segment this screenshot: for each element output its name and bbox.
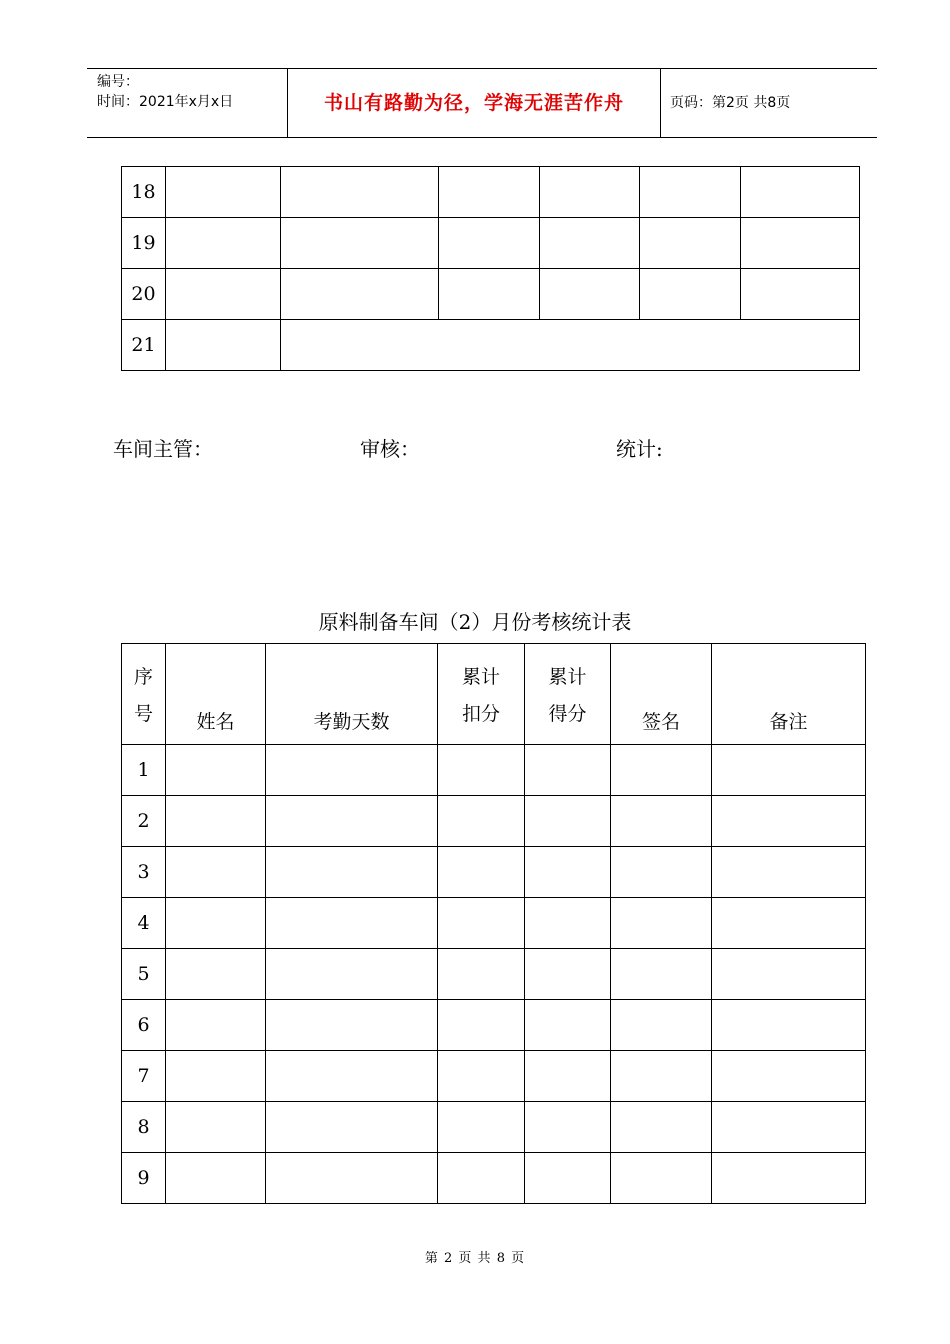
table-cell — [266, 1051, 438, 1102]
header-seq-line2: 号 — [133, 703, 153, 725]
stats-signature-label: 统计: — [616, 437, 663, 461]
table-cell — [439, 218, 540, 269]
review-signature-label: 审核： — [360, 437, 420, 461]
table-cell — [741, 269, 860, 320]
row-number: 20 — [122, 269, 166, 320]
table-cell — [525, 847, 611, 898]
row-number: 8 — [122, 1102, 166, 1153]
row-number: 2 — [122, 796, 166, 847]
table-cell — [166, 320, 281, 371]
table-cell — [166, 847, 266, 898]
table-cell — [266, 796, 438, 847]
table-row — [122, 1102, 866, 1153]
table-row — [122, 898, 866, 949]
header-seq-line1: 序 — [133, 666, 153, 688]
supervisor-signature-label: 车间主管： — [113, 437, 213, 461]
table-cell — [640, 167, 741, 218]
table-cell — [266, 745, 438, 796]
header-deduct — [438, 644, 525, 745]
header-signature-label: 签名 — [641, 710, 680, 733]
table-cell — [438, 745, 525, 796]
header-seq — [122, 644, 166, 745]
row-number: 7 — [122, 1051, 166, 1102]
table-cell — [438, 949, 525, 1000]
table-cell — [525, 1153, 611, 1204]
table-title: 原料制备车间（2）月份考核统计表 — [318, 610, 632, 634]
table-cell — [166, 1000, 266, 1051]
table-cell — [166, 745, 266, 796]
table-cell — [611, 745, 712, 796]
table-cell — [712, 898, 866, 949]
header-motto: 书山有路勤为径，学海无涯苦作舟 — [287, 69, 661, 137]
row-number: 9 — [122, 1153, 166, 1204]
row-number: 19 — [122, 218, 166, 269]
table-cell — [611, 1000, 712, 1051]
table-cell — [611, 1102, 712, 1153]
table-row — [122, 167, 860, 218]
table-cell — [438, 1153, 525, 1204]
header-meta — [87, 69, 287, 137]
table-row — [122, 949, 866, 1000]
table-cell — [166, 1102, 266, 1153]
table-cell — [525, 796, 611, 847]
table-cell — [525, 1102, 611, 1153]
header-signature — [611, 644, 712, 745]
table-cell — [281, 269, 439, 320]
table-cell — [712, 796, 866, 847]
table-row — [122, 320, 860, 371]
table-row — [122, 796, 866, 847]
header-attendance — [266, 644, 438, 745]
table-cell — [712, 1051, 866, 1102]
table-cell — [266, 1153, 438, 1204]
table-row — [122, 269, 860, 320]
table-cell — [611, 1051, 712, 1102]
table-row — [122, 1000, 866, 1051]
table-cell — [166, 898, 266, 949]
row-number: 6 — [122, 1000, 166, 1051]
table-cell — [611, 796, 712, 847]
table-cell — [266, 1102, 438, 1153]
header-score — [525, 644, 611, 745]
table-cell — [712, 949, 866, 1000]
table-cell — [438, 898, 525, 949]
table-cell — [611, 949, 712, 1000]
table-cell — [281, 167, 439, 218]
table-cell — [166, 218, 281, 269]
table-cell — [640, 218, 741, 269]
row-number: 4 — [122, 898, 166, 949]
table-cell — [741, 218, 860, 269]
table-cell — [439, 269, 540, 320]
row-number: 5 — [122, 949, 166, 1000]
table-cell — [611, 898, 712, 949]
table-cell — [166, 1051, 266, 1102]
page-footer: 第 2 页 共 8 页 — [424, 1251, 526, 1266]
header-name-label: 姓名 — [196, 710, 235, 733]
table-cell — [166, 1153, 266, 1204]
table-row — [122, 1051, 866, 1102]
table-cell — [712, 1102, 866, 1153]
merged-cell — [281, 320, 860, 371]
table-cell — [166, 796, 266, 847]
header-row — [122, 644, 866, 745]
row-number: 3 — [122, 847, 166, 898]
table-cell — [540, 167, 640, 218]
header-deduct-line1: 累计 — [461, 666, 500, 688]
table-cell — [712, 1153, 866, 1204]
table-row — [122, 847, 866, 898]
table-cell — [166, 167, 281, 218]
table-row — [122, 1153, 866, 1204]
table-cell — [611, 1153, 712, 1204]
header-page-label: 页码：第2页 共8页 — [670, 95, 791, 111]
table-cell — [525, 898, 611, 949]
table-cell — [439, 167, 540, 218]
table-cell — [438, 796, 525, 847]
row-number: 1 — [122, 745, 166, 796]
time-label: 时间：2021年x月x日 — [97, 94, 234, 110]
table-cell — [741, 167, 860, 218]
page-header — [87, 68, 877, 138]
table-cell — [525, 745, 611, 796]
table-cell — [281, 218, 439, 269]
table-cell — [611, 847, 712, 898]
table-row — [122, 218, 860, 269]
table-row — [122, 745, 866, 796]
table-cell — [525, 1051, 611, 1102]
header-name — [166, 644, 266, 745]
table-cell — [438, 1000, 525, 1051]
row-number: 21 — [122, 320, 166, 371]
continuation-table — [121, 166, 860, 371]
table-cell — [438, 847, 525, 898]
table-cell — [540, 269, 640, 320]
table-cell — [266, 949, 438, 1000]
table-cell — [438, 1102, 525, 1153]
table-cell — [438, 1051, 525, 1102]
table-cell — [712, 1000, 866, 1051]
table-cell — [166, 949, 266, 1000]
header-deduct-line2: 扣分 — [461, 703, 500, 725]
table-cell — [266, 898, 438, 949]
table-cell — [540, 218, 640, 269]
table-cell — [266, 1000, 438, 1051]
table-cell — [712, 847, 866, 898]
table-cell — [640, 269, 741, 320]
table-cell — [166, 269, 281, 320]
serial-label: 编号： — [97, 74, 139, 90]
header-attendance-label: 考勤天数 — [313, 710, 390, 733]
table-cell — [712, 745, 866, 796]
table-cell — [525, 949, 611, 1000]
table-cell — [525, 1000, 611, 1051]
row-number: 18 — [122, 167, 166, 218]
header-remarks — [712, 644, 866, 745]
header-remarks-label: 备注 — [769, 710, 808, 733]
header-score-line2: 得分 — [548, 703, 587, 725]
table-cell — [266, 847, 438, 898]
header-score-line1: 累计 — [548, 666, 587, 688]
assessment-body — [122, 745, 866, 1204]
assessment-table — [121, 643, 866, 1204]
